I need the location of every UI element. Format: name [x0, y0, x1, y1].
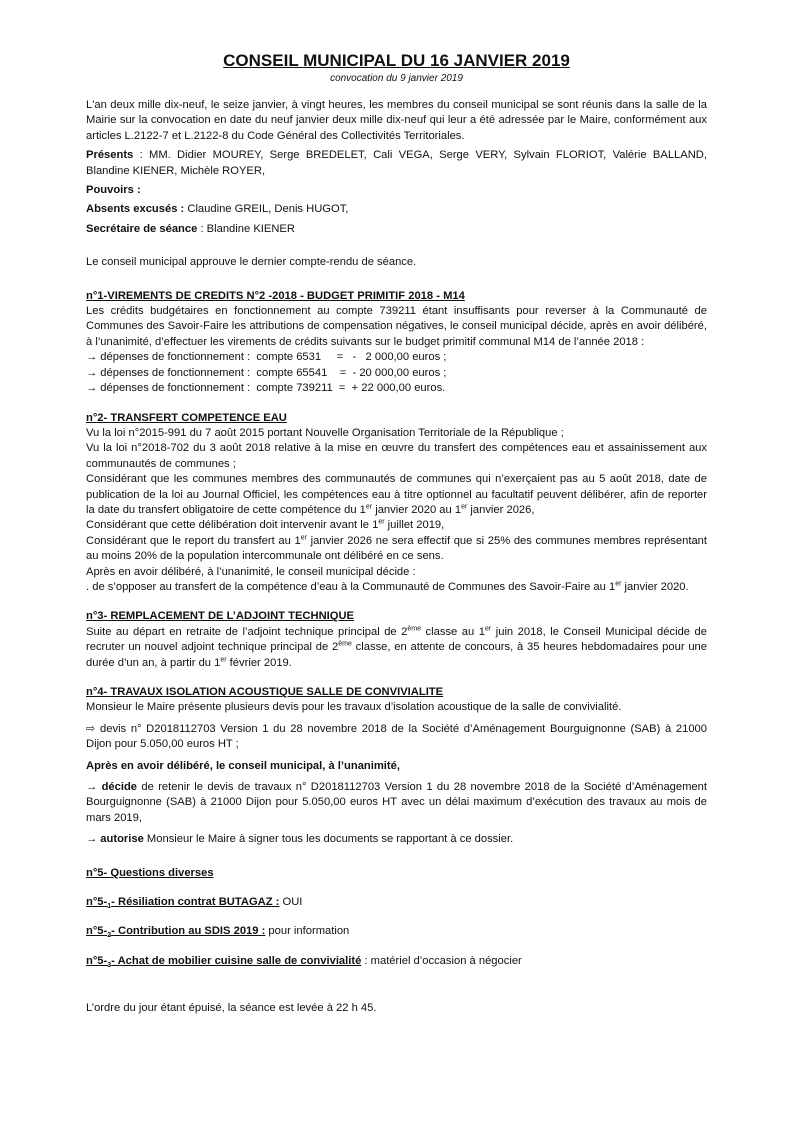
- section-1-line-1: → dépenses de fonctionnement : compte 6531 = - 2 000,00 euros ;: [86, 351, 447, 364]
- section-4-decide: → décide de retenir le devis de travaux n° D2018112703 Version 1 du 28 novembre 2018 de la Société d’Aménagement Bourguignonne (SAB) à 21000 Dijon pour 5.050,00 euros HT avec un délai maximum d’exécution des travaux au mois de mars 2019,: [86, 781, 707, 824]
- section-4-title: n°4- TRAVAUX ISOLATION ACOUSTIQUE SALLE DE CONVIVIALITE: [86, 686, 444, 698]
- question-item-3: $n^\circ 5-_3-$ Achat de mobilier cuisine salle de convivialité : matériel d’occasion à négocier: [86, 954, 522, 970]
- closing-paragraph: L’ordre du jour étant épuisé, la séance est levée à 22 h 45.: [86, 1002, 377, 1015]
- question-item-1: $n^\circ 5-_1-$ Résiliation contrat BUTAGAZ : OUI: [86, 896, 303, 911]
- section-1: [86, 289, 707, 397]
- section-5: [86, 866, 707, 970]
- absents-label: Absents excusés :: [86, 203, 185, 216]
- section-2-p5: Considérant que le report du transfert au 1er janvier 2026 ne sera effectif que si 25% des communes membres représentant au moins 20% de la population intercommunale ont délibéré en ce sens.: [86, 534, 707, 563]
- presents-label: Présents: [86, 149, 134, 162]
- secretaire-line: [86, 222, 707, 237]
- section-2-p4: Considérant que cette délibération doit intervenir avant le 1er juillet 2019,: [86, 518, 445, 532]
- section-4-devis: ⇨ devis n° D2018112703 Version 1 du 28 novembre 2018 de la Société d’Aménagement Bourguignonne (SAB) à 21000 Dijon pour 5.050,00 euros HT ;: [86, 722, 707, 751]
- page-title: CONSEIL MUNICIPAL DU 16 JANVIER 2019: [223, 51, 570, 70]
- section-3: [86, 609, 707, 671]
- section-4-autorise: → autorise Monsieur le Maire à signer tous les documents se rapportant à ce dossier.: [86, 833, 514, 846]
- absents-line: [86, 202, 707, 217]
- section-2-p7: . de s’opposer au transfert de la compétence d’eau à la Communauté de Communes des Savoir-Faire au 1er janvier 2020.: [86, 580, 689, 593]
- pouvoirs-label: Pouvoirs :: [86, 184, 141, 197]
- section-4-intro: Monsieur le Maire présente plusieurs devis pour les travaux d’isolation acoustique de la salle de convivialité.: [86, 701, 622, 714]
- secretaire-label: Secrétaire de séance: [86, 222, 198, 235]
- section-2-p3: Considérant que les communes membres des communautés de communes qui n’exerçaient pas au 5 août 2018, date de publication de la loi au Journal Officiel, les compétences eau à titre optionnel au facultatif peuvent délibérer, afin de reporter la date du transfert obligatoire de cette compétence du 1er janvier 2020 au 1er janvier 2026,: [86, 473, 707, 516]
- document-page: [86, 50, 707, 1017]
- question-item-2: $n^\circ 5-_2-$ Contribution au SDIS 2019 : pour information: [86, 925, 350, 940]
- page-subtitle: convocation du 9 janvier 2019: [330, 73, 463, 84]
- presents-value: : MM. Didier MOUREY, Serge BREDELET, Cali VEGA, Serge VERY, Sylvain FLORIOT, Valérie BALLAND, Blandine KIENER, Michèle ROYER,: [86, 149, 707, 177]
- section-1-line-2: → dépenses de fonctionnement : compte 65541 = - 20 000,00 euros ;: [86, 366, 447, 379]
- approval-paragraph: Le conseil municipal approuve le dernier compte-rendu de séance.: [86, 256, 417, 269]
- section-5-title: n°5- Questions diverses: [86, 866, 214, 879]
- section-4: [86, 685, 707, 848]
- section-2-p6: Après en avoir délibéré, à l’unanimité, le conseil municipal décide :: [86, 565, 416, 578]
- absents-value: Claudine GREIL, Denis HUGOT,: [184, 203, 349, 216]
- section-4-decision-header: Après en avoir délibéré, le conseil municipal, à l’unanimité,: [86, 759, 400, 772]
- presents-line: [86, 148, 707, 179]
- section-3-title: n°3- REMPLACEMENT DE L’ADJOINT TECHNIQUE: [86, 610, 355, 623]
- section-3-body: Suite au départ en retraite de l’adjoint technique principal de 2ème classe au 1er juin 2018, le Conseil Municipal décide de recruter un nouvel adjoint technique principal de 2ème classe, en attente de concours, à 35 heures hebdomadaires pour une durée d’un an, à partir du 1er février 2019.: [86, 625, 707, 669]
- section-1-body: Les crédits budgétaires en fonctionnement au compte 739211 étant insuffisants pour reverser à la Communauté de Communes des Savoir-Faire les attributions de compensation négatives, le conseil municipal décide, après en avoir délibéré, à l’unanimité, d’effectuer les virements de crédits suivants sur le budget primitif communal M14 de l’année 2018 :: [86, 305, 707, 348]
- section-2-p1: Vu la loi n°2015-991 du 7 août 2015 portant Nouvelle Organisation Territoriale de la République ;: [86, 426, 564, 439]
- section-2-title: n°2- TRANSFERT COMPETENCE EAU: [86, 411, 287, 424]
- section-1-title: n°1-VIREMENTS DE CREDITS N°2 -2018 - BUDGET PRIMITIF 2018 - M14: [86, 289, 465, 302]
- section-2-p2: Vu la loi n°2018-702 du 3 août 2018 relative à la mise en œuvre du transfert des compétences eau et assainissement aux communautés de communes ;: [86, 442, 707, 470]
- section-2: [86, 411, 707, 596]
- pouvoirs-line: [86, 183, 707, 198]
- intro-paragraph: L'an deux mille dix-neuf, le seize janvier, à vingt heures, les membres du conseil municipal se sont réunis dans la salle de la Mairie sur la convocation en date du neuf janvier deux mille dix-neuf qui leur a été adressée par le Maire, conformément aux articles L.2122-7 et L.2122-8 du Code Général des Collectivités Territoriales.: [86, 99, 707, 142]
- section-1-line-3: → dépenses de fonctionnement : compte 739211 = + 22 000,00 euros.: [86, 382, 446, 395]
- secretaire-value: : Blandine KIENER: [197, 222, 295, 235]
